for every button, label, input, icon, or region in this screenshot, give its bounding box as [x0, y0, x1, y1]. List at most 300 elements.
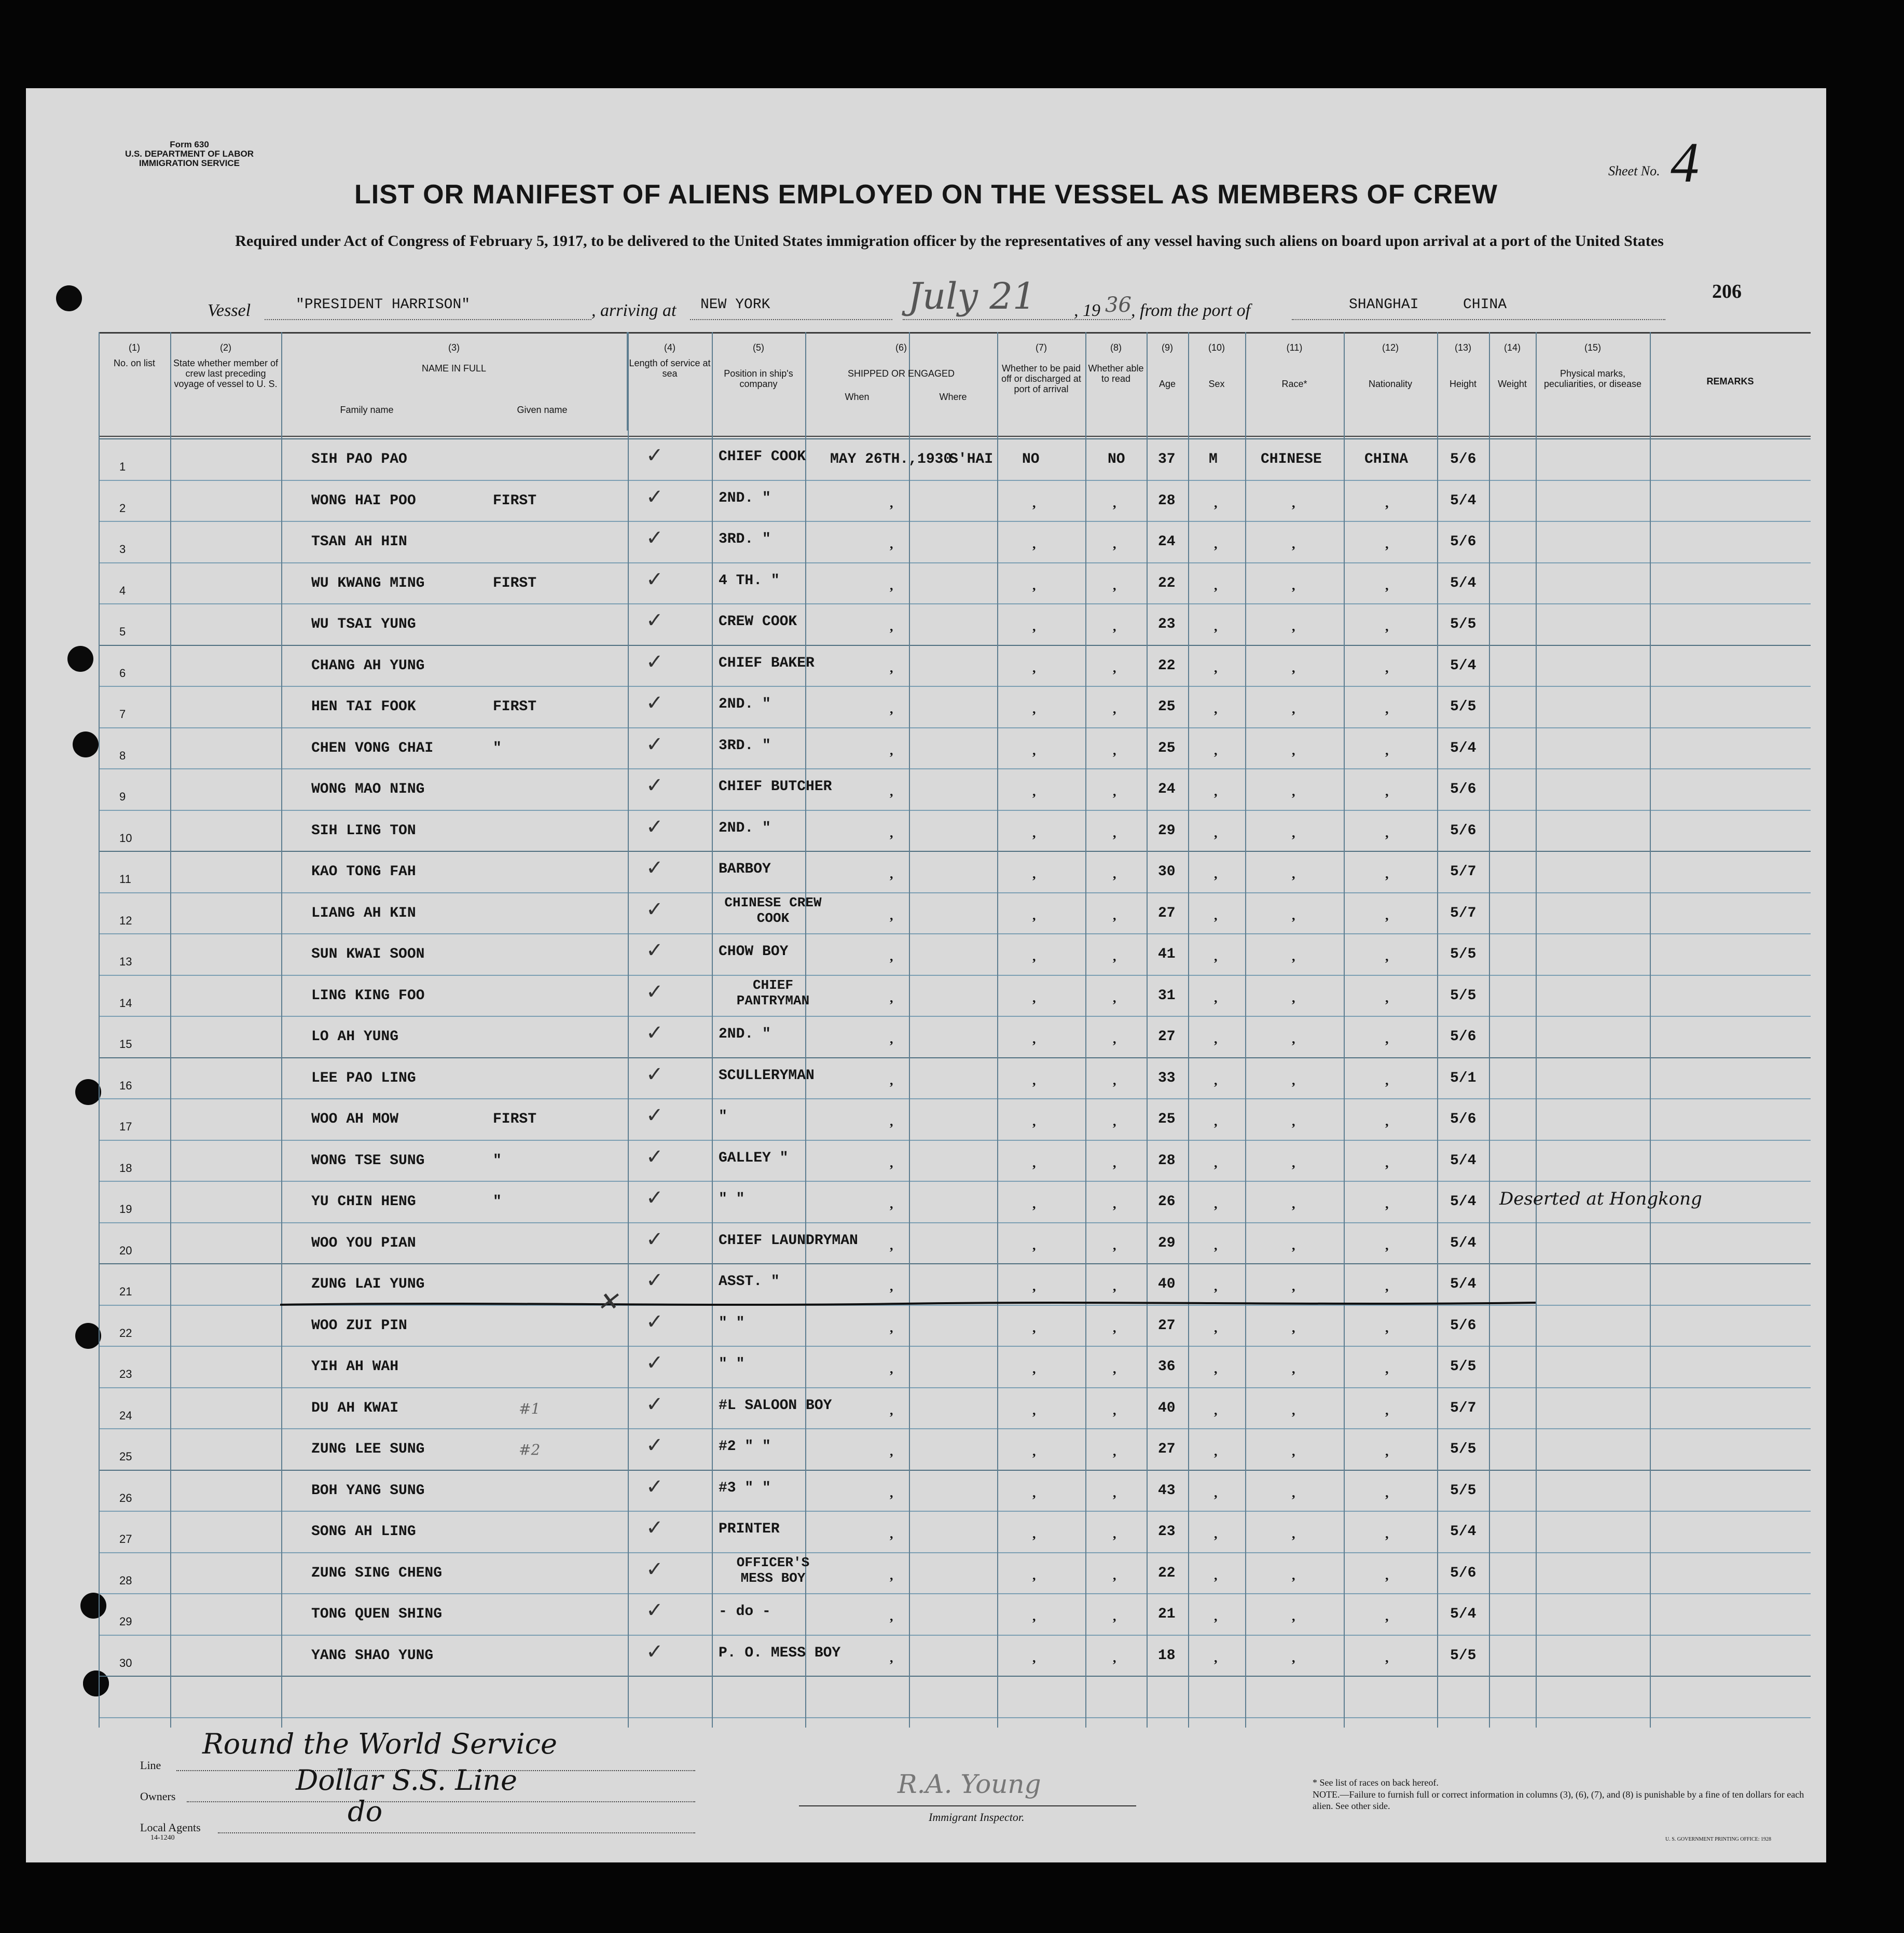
- col1-header: (1) No. on list: [113, 342, 156, 368]
- family-name: CHEN VONG CHAI: [311, 740, 434, 756]
- age: 26: [1158, 1194, 1176, 1210]
- ditto-mark: ,: [1032, 990, 1036, 1005]
- col6-header: (6) SHIPPED OR ENGAGED: [847, 342, 955, 379]
- ditto-mark: ,: [890, 1609, 893, 1624]
- ditto-mark: ,: [1032, 1155, 1036, 1170]
- ditto-mark: ,: [1032, 949, 1036, 964]
- ditto-mark: ,: [890, 577, 893, 593]
- row-rule: [99, 1428, 1811, 1429]
- ditto-mark: ,: [1292, 1444, 1295, 1459]
- row-rule: [99, 1635, 1811, 1636]
- height: 5/5: [1450, 1441, 1477, 1457]
- ditto-mark: ,: [1113, 577, 1116, 593]
- ditto-mark: ,: [1292, 1320, 1295, 1335]
- arriving-port: NEW YORK: [700, 297, 770, 313]
- col11-header: (11) Race*: [1281, 342, 1307, 389]
- col10-header: (10) Sex: [1208, 342, 1225, 389]
- ditto-mark: ,: [1113, 784, 1116, 799]
- service-checkmark: ✓: [646, 1268, 664, 1292]
- ditto-mark: ,: [1032, 577, 1036, 593]
- ditto-mark: ,: [1113, 1072, 1116, 1088]
- ditto-mark: ,: [1032, 1526, 1036, 1541]
- age: 30: [1158, 864, 1176, 880]
- position: OFFICER'S MESS BOY: [736, 1554, 810, 1586]
- service-checkmark: ✓: [646, 485, 664, 509]
- col3-header: (3) NAME IN FULL: [421, 342, 487, 374]
- family-name: WONG MAO NING: [311, 781, 425, 797]
- position: 2ND. ": [719, 696, 771, 712]
- family-name: DU AH KWAI: [311, 1400, 399, 1416]
- row-number: 2: [119, 501, 126, 515]
- ditto-mark: ,: [1113, 1567, 1116, 1583]
- given-name: FIRST: [493, 1111, 537, 1127]
- ditto-mark: ,: [1113, 1485, 1116, 1500]
- arriving-dotline: [690, 319, 892, 320]
- family-name: LING KING FOO: [311, 987, 425, 1004]
- row-rule: [99, 521, 1811, 522]
- age: 28: [1158, 492, 1176, 509]
- row-number: 30: [119, 1656, 132, 1669]
- inspector-signature-line: [799, 1805, 1136, 1806]
- age: 27: [1158, 1029, 1176, 1045]
- ditto-mark: ,: [1032, 495, 1036, 510]
- ditto-mark: ,: [890, 701, 893, 716]
- department-name: U.S. DEPARTMENT OF LABOR: [125, 149, 254, 159]
- service-checkmark: ✓: [646, 1144, 664, 1169]
- ditto-mark: ,: [1292, 784, 1295, 799]
- ditto-mark: ,: [1214, 1609, 1218, 1624]
- service-checkmark: ✓: [646, 1433, 664, 1457]
- manifest-sheet: [26, 88, 1826, 1862]
- ditto-mark: ,: [1113, 1237, 1116, 1253]
- service-checkmark: ✓: [646, 526, 664, 550]
- position: #L SALOON BOY: [719, 1397, 832, 1414]
- from-label: , from the port of: [1131, 301, 1251, 320]
- ditto-mark: ,: [1113, 742, 1116, 758]
- service-checkmark: ✓: [646, 1309, 664, 1334]
- age: 27: [1158, 1441, 1176, 1457]
- binder-hole: [56, 285, 82, 311]
- row-rule: [99, 562, 1811, 563]
- ditto-mark: ,: [1214, 1444, 1218, 1459]
- ditto-mark: ,: [1113, 990, 1116, 1005]
- given-name: FIRST: [493, 492, 537, 509]
- position: " ": [719, 1356, 745, 1372]
- remarks-header: REMARKS: [1706, 376, 1754, 386]
- ditto-mark: ,: [1113, 1279, 1116, 1294]
- col8-header: (8) Whether able to read: [1088, 342, 1144, 384]
- ditto-mark: ,: [1214, 1650, 1218, 1665]
- ditto-mark: ,: [890, 495, 893, 510]
- row-rule: [99, 1552, 1811, 1553]
- agents-dotline: [218, 1832, 695, 1833]
- col7-header: (7) Whether to be paid off or discharged at port of arrival: [1001, 342, 1081, 394]
- ditto-mark: ,: [1032, 742, 1036, 758]
- ditto-mark: ,: [1032, 1650, 1036, 1665]
- family-name: WU KWANG MING: [311, 575, 425, 591]
- height: 5/6: [1450, 1029, 1477, 1045]
- family-name: ZUNG LEE SUNG: [311, 1441, 425, 1457]
- height: 5/4: [1450, 1524, 1477, 1540]
- given-name: ": [493, 740, 502, 756]
- ditto-mark: ,: [1292, 742, 1295, 758]
- ditto-mark: ,: [1292, 825, 1295, 840]
- ditto-mark: ,: [1113, 1196, 1116, 1211]
- service-checkmark: ✓: [646, 1062, 664, 1086]
- ditto-mark: ,: [1385, 1609, 1389, 1624]
- ditto-mark: ,: [1292, 577, 1295, 593]
- ditto-mark: ,: [1292, 1567, 1295, 1583]
- family-name: BOH YANG SUNG: [311, 1482, 425, 1499]
- ditto-mark: ,: [1292, 1114, 1295, 1129]
- ditto-mark: ,: [1385, 536, 1389, 551]
- height: 5/4: [1450, 492, 1477, 509]
- position: #2 " ": [719, 1439, 771, 1455]
- ditto-mark: ,: [1113, 1320, 1116, 1335]
- height: 5/5: [1450, 699, 1477, 715]
- ditto-mark: ,: [1385, 742, 1389, 758]
- family-name: SIH PAO PAO: [311, 451, 407, 467]
- position: 3RD. ": [719, 737, 771, 754]
- service-checkmark: ✓: [646, 938, 664, 962]
- height: 5/5: [1450, 1482, 1477, 1499]
- ditto-mark: ,: [1214, 660, 1218, 675]
- ditto-mark: ,: [1385, 619, 1389, 634]
- family-name: WONG HAI POO: [311, 492, 416, 509]
- races-note: * See list of races on back hereof.: [1313, 1777, 1439, 1788]
- ditto-mark: ,: [1032, 619, 1036, 634]
- row-number: 9: [119, 790, 126, 803]
- ditto-mark: ,: [1385, 1237, 1389, 1253]
- col4-header: (4) Length of service at sea: [629, 342, 711, 379]
- height: 5/6: [1450, 451, 1477, 467]
- sheet-number-label: Sheet No.: [1608, 163, 1660, 178]
- shipped-when: MAY 26TH.,1930: [830, 451, 953, 467]
- ditto-mark: ,: [1032, 1320, 1036, 1335]
- footer: [99, 1728, 1811, 1862]
- height: 5/4: [1450, 1235, 1477, 1251]
- ditto-mark: ,: [1214, 495, 1218, 510]
- ditto-mark: ,: [1214, 1196, 1218, 1211]
- ditto-mark: ,: [1214, 784, 1218, 799]
- service-checkmark: ✓: [646, 1598, 664, 1622]
- col14-header: (14) Weight: [1498, 342, 1527, 389]
- family-name: SONG AH LING: [311, 1524, 416, 1540]
- ditto-mark: ,: [1214, 990, 1218, 1005]
- race: CHINESE: [1261, 451, 1322, 467]
- ditto-mark: ,: [1113, 701, 1116, 716]
- year-suffix: 36: [1105, 293, 1132, 317]
- ditto-mark: ,: [890, 742, 893, 758]
- nationality: CHINA: [1364, 451, 1409, 467]
- ditto-mark: ,: [1385, 866, 1389, 881]
- ditto-mark: ,: [890, 949, 893, 964]
- position: - do -: [719, 1604, 771, 1620]
- age: 23: [1158, 1524, 1176, 1540]
- row-number: 20: [119, 1244, 132, 1257]
- family-name: TONG QUEN SHING: [311, 1606, 443, 1622]
- age: 37: [1158, 451, 1176, 467]
- position: CHIEF LAUNDRYMAN: [719, 1232, 858, 1249]
- row-number: 22: [119, 1326, 132, 1340]
- height: 5/5: [1450, 946, 1477, 962]
- age: 25: [1158, 1111, 1176, 1127]
- service-checkmark: ✓: [646, 1021, 664, 1045]
- ditto-mark: ,: [1385, 1567, 1389, 1583]
- inspector-signature: R.A. Young: [898, 1769, 1041, 1799]
- position: SCULLERYMAN: [719, 1067, 815, 1084]
- ditto-mark: ,: [1032, 825, 1036, 840]
- position: 4 TH. ": [719, 572, 780, 589]
- binder-hole: [67, 646, 93, 672]
- col13-header: (13) Height: [1449, 342, 1477, 389]
- family-name: WOO AH MOW: [311, 1111, 399, 1127]
- ditto-mark: ,: [1113, 619, 1116, 634]
- row-number: 21: [119, 1285, 132, 1298]
- ditto-mark: ,: [1292, 907, 1295, 923]
- row-rule: [99, 1346, 1811, 1347]
- ditto-mark: ,: [1214, 1031, 1218, 1046]
- given-name: FIRST: [493, 575, 537, 591]
- age: 33: [1158, 1070, 1176, 1086]
- row-number: 17: [119, 1120, 132, 1133]
- ditto-mark: ,: [890, 907, 893, 923]
- family-name: WOO YOU PIAN: [311, 1235, 416, 1251]
- ditto-mark: ,: [890, 619, 893, 634]
- ditto-mark: ,: [890, 660, 893, 675]
- ditto-mark: ,: [1385, 1031, 1389, 1046]
- ditto-mark: ,: [1385, 949, 1389, 964]
- service-checkmark: ✓: [646, 650, 664, 674]
- ditto-mark: ,: [1385, 1072, 1389, 1088]
- family-name: ZUNG SING CHENG: [311, 1565, 443, 1581]
- ditto-mark: ,: [1032, 1279, 1036, 1294]
- ditto-mark: ,: [890, 1361, 893, 1376]
- sheet-number: 4: [1671, 131, 1699, 194]
- family-name: WU TSAI YUNG: [311, 616, 416, 632]
- col15-header: (15) Physical marks, peculiarities, or disease: [1543, 342, 1642, 389]
- sex: M: [1209, 451, 1218, 467]
- family-name: TSAN AH HIN: [311, 534, 407, 550]
- ditto-mark: ,: [1214, 1361, 1218, 1376]
- age: 27: [1158, 905, 1176, 921]
- row-rule: [99, 1181, 1811, 1182]
- ditto-mark: ,: [1032, 1609, 1036, 1624]
- position: CHINESE CREW COOK: [724, 894, 822, 926]
- height: 5/6: [1450, 1565, 1477, 1581]
- ditto-mark: ,: [1032, 1114, 1036, 1129]
- row-rule: [99, 1222, 1811, 1223]
- vessel-name: "PRESIDENT HARRISON": [296, 297, 471, 313]
- row-number: 5: [119, 625, 126, 638]
- row-number: 24: [119, 1409, 132, 1422]
- ditto-mark: ,: [1385, 1526, 1389, 1541]
- family-name: WONG TSE SUNG: [311, 1152, 425, 1169]
- ditto-mark: ,: [1385, 495, 1389, 510]
- ditto-mark: ,: [1292, 866, 1295, 881]
- height: 5/6: [1450, 781, 1477, 797]
- position: 2ND. ": [719, 820, 771, 836]
- ditto-mark: ,: [1292, 1609, 1295, 1624]
- height: 5/4: [1450, 657, 1477, 674]
- age: 24: [1158, 534, 1176, 550]
- service-checkmark: ✓: [646, 1186, 664, 1210]
- row-number: 6: [119, 666, 126, 680]
- ditto-mark: ,: [890, 1485, 893, 1500]
- vessel-label: Vessel: [208, 301, 251, 320]
- height: 5/7: [1450, 864, 1477, 880]
- service-checkmark: ✓: [646, 567, 664, 591]
- col5-header: (5) Position in ship's company: [724, 342, 793, 389]
- ditto-mark: ,: [1032, 1072, 1036, 1088]
- family-name: LIANG AH KIN: [311, 905, 416, 921]
- ditto-mark: ,: [1292, 1361, 1295, 1376]
- row-number: 8: [119, 749, 126, 762]
- col12-header: (12) Nationality: [1368, 342, 1413, 389]
- ditto-mark: ,: [1032, 1361, 1036, 1376]
- row-rule: [99, 1717, 1811, 1718]
- age: 40: [1158, 1276, 1176, 1292]
- family-name: ZUNG LAI YUNG: [311, 1276, 425, 1292]
- ditto-mark: ,: [1214, 1320, 1218, 1335]
- row-number: 16: [119, 1079, 132, 1092]
- ditto-mark: ,: [1214, 907, 1218, 923]
- from-dotline: [1292, 319, 1665, 320]
- ditto-mark: ,: [1032, 907, 1036, 923]
- ditto-mark: ,: [1385, 990, 1389, 1005]
- position: 2ND. ": [719, 1026, 771, 1042]
- owners-value: Dollar S.S. Line: [296, 1764, 518, 1797]
- height: 5/1: [1450, 1070, 1477, 1086]
- owners-dotline: [187, 1801, 695, 1802]
- family-name: LEE PAO LING: [311, 1070, 416, 1086]
- height: 5/6: [1450, 1317, 1477, 1334]
- ditto-mark: ,: [1214, 577, 1218, 593]
- ditto-mark: ,: [1292, 701, 1295, 716]
- row-number: 28: [119, 1573, 132, 1587]
- from-port: SHANGHAI: [1349, 297, 1419, 313]
- fine-note: NOTE.—Failure to furnish full or correct information in columns (3), (6), (7), and (8) is punishable by a fine of ten dollars for each alien. See other side.: [1313, 1789, 1804, 1811]
- ditto-mark: ,: [890, 825, 893, 840]
- position: 2ND. ": [719, 490, 771, 506]
- row-rule: [99, 645, 1811, 646]
- ditto-mark: ,: [1385, 907, 1389, 923]
- ditto-mark: ,: [1292, 1031, 1295, 1046]
- ditto-mark: ,: [1032, 1402, 1036, 1418]
- crew-table: [99, 332, 1811, 1728]
- ditto-mark: ,: [890, 1279, 893, 1294]
- position: " ": [719, 1191, 745, 1207]
- ditto-mark: ,: [1292, 1402, 1295, 1418]
- height: 5/4: [1450, 1152, 1477, 1169]
- service-checkmark: ✓: [646, 1392, 664, 1416]
- ditto-mark: ,: [1032, 1444, 1036, 1459]
- position: #3 " ": [719, 1480, 771, 1496]
- ditto-mark: ,: [1292, 1279, 1295, 1294]
- service-checkmark: ✓: [646, 691, 664, 715]
- family-name: KAO TONG FAH: [311, 864, 416, 880]
- binder-hole: [73, 731, 99, 757]
- ditto-mark: ,: [1214, 1237, 1218, 1253]
- row-rule: [99, 810, 1811, 811]
- ditto-mark: ,: [1385, 784, 1389, 799]
- ditto-mark: ,: [1385, 1650, 1389, 1665]
- row-rule: [99, 438, 1811, 439]
- where-header: Where: [939, 392, 967, 402]
- ditto-mark: ,: [1385, 825, 1389, 840]
- age: 21: [1158, 1606, 1176, 1622]
- ditto-mark: ,: [1214, 825, 1218, 840]
- row-number: 26: [119, 1491, 132, 1504]
- row-number: 10: [119, 831, 132, 845]
- ditto-mark: ,: [1032, 536, 1036, 551]
- position: ": [719, 1109, 727, 1125]
- page-number: 206: [1712, 281, 1742, 302]
- height: 5/6: [1450, 534, 1477, 550]
- ditto-mark: ,: [1113, 536, 1116, 551]
- row-number: 3: [119, 543, 126, 556]
- ditto-mark: ,: [1292, 536, 1295, 551]
- height: 5/4: [1450, 1606, 1477, 1622]
- given-name: ": [493, 1194, 502, 1210]
- given-name-header: Given name: [517, 405, 568, 415]
- ditto-mark: ,: [890, 1196, 893, 1211]
- row-number: 1: [119, 460, 126, 473]
- ditto-mark: ,: [1113, 1526, 1116, 1541]
- ditto-mark: ,: [1214, 1526, 1218, 1541]
- ditto-mark: ,: [890, 1031, 893, 1046]
- service-checkmark: ✓: [646, 979, 664, 1004]
- ditto-mark: ,: [1292, 1485, 1295, 1500]
- age: 36: [1158, 1359, 1176, 1375]
- position: P. O. MESS BOY: [719, 1645, 841, 1661]
- ditto-mark: ,: [890, 784, 893, 799]
- form-block: [104, 140, 275, 168]
- row-rule: [99, 975, 1811, 976]
- able-to-read: NO: [1108, 451, 1125, 467]
- ditto-mark: ,: [1214, 701, 1218, 716]
- ditto-mark: ,: [1032, 1237, 1036, 1253]
- row-rule: [99, 1470, 1811, 1471]
- ditto-mark: ,: [1385, 1279, 1389, 1294]
- height: 5/4: [1450, 740, 1477, 756]
- row-rule: [99, 892, 1811, 893]
- ditto-mark: ,: [1214, 619, 1218, 634]
- row-rule: [99, 1140, 1811, 1141]
- row-rule: [99, 768, 1811, 769]
- age: 41: [1158, 946, 1176, 962]
- ditto-mark: ,: [1214, 1402, 1218, 1418]
- row-number: 23: [119, 1368, 132, 1380]
- ditto-mark: ,: [1214, 949, 1218, 964]
- agents-label: Local Agents: [140, 1821, 201, 1834]
- line-value: Round the World Service: [202, 1728, 557, 1760]
- ditto-mark: ,: [890, 990, 893, 1005]
- ditto-mark: ,: [1113, 495, 1116, 510]
- age: 27: [1158, 1317, 1176, 1334]
- ditto-mark: ,: [1113, 949, 1116, 964]
- row-rule: [99, 1511, 1811, 1512]
- ditto-mark: ,: [1385, 1402, 1389, 1418]
- age: 24: [1158, 781, 1176, 797]
- position: 3RD. ": [719, 531, 771, 547]
- agents-value: do: [348, 1795, 383, 1828]
- footer-form-code: 14-1240: [150, 1834, 175, 1842]
- row-rule: [99, 1593, 1811, 1594]
- ditto-mark: ,: [1113, 866, 1116, 881]
- ditto-mark: ,: [1113, 907, 1116, 923]
- row-number: 14: [119, 996, 132, 1010]
